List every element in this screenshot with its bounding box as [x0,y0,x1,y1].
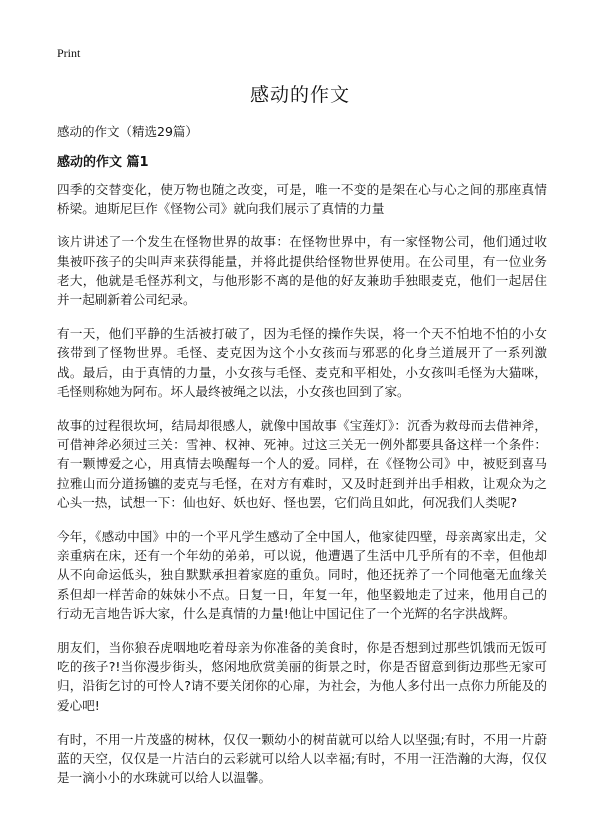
print-link[interactable]: Print [57,46,81,60]
paragraph: 今年，《感动中国》中的一个平凡学生感动了全中国人，他家徒四壁，母亲离家出走，父亲重病在床，还有一个年幼的弟弟，可以说，他遭遇了生活中几乎所有的不幸，但他却从不向命运低头，独自默默承担着家庭的重负。同时，他还抚养了一个同他毫无血缘关系但却一样苦命的妹妹小不点。日复一日，年复一年，他坚毅地走了过来，他用自己的行动无言地告诉大家，什么是真情的力量!他让中国记住了一个光辉的名字洪战辉。 [57,529,547,621]
paragraph: 朋友们，当你狼吞虎咽地吃着母亲为你准备的美食时，你是否想到过那些饥饿而无饭可吃的孩子?!当你漫步街头，悠闲地欣赏美丽的街景之时，你是否留意到街边那些无家可归，沿街乞讨的可怜人?请不要关闭你的心扉，为社会，为他人多付出一点你力所能及的爱心吧! [57,640,547,713]
paragraph: 该片讲述了一个发生在怪物世界的故事：在怪物世界中，有一家怪物公司，他们通过收集被吓孩子的尖叫声来获得能量，并将此提供给怪物世界使用。在公司里，有一位业务老大，他就是毛怪苏利文，与他形影不离的是他的好友兼助手独眼麦克，他们一起居住并一起刷新着公司纪录。 [57,234,547,308]
document-subtitle: 感动的作文（精选29篇） [57,124,198,139]
paragraph: 故事的过程很坎坷，结局却很感人，就像中国故事《宝莲灯》：沉香为救母而去借神斧，可借神斧必须过三关：雪神、权神、死神。过这三关无一例外都要具备这样一个条件：有一颗博爱之心，用真情去唤醒每一个人的爱。同样，在《怪物公司》中，被贬到喜马拉雅山而分道扬镳的麦克与毛怪，在对方有难时，又及时赶到并出手相救，让观众为之心头一热，试想一下：仙也好、妖也好、怪也罢，它们尚且如此，何况我们人类呢? [57,418,547,510]
paragraph: 四季的交替变化，使万物也随之改变，可是，唯一不变的是架在心与心之间的那座真情桥梁。迪斯尼巨作《怪物公司》就向我们展示了真情的力量 [57,182,547,217]
paragraph: 有时，不用一片茂盛的树林，仅仅一颗幼小的树苗就可以给人以坚强;有时，不用一片蔚蓝的天空，仅仅是一片洁白的云彩就可以给人以幸福;有时，不用一汪浩瀚的大海，仅仅是一滴小小的水珠就可以给人以温馨。 [57,731,547,786]
section-heading: 感动的作文 篇1 [57,155,149,170]
paragraph: 有一天，他们平静的生活被打破了，因为毛怪的操作失误，将一个天不怕地不怕的小女孩带到了怪物世界。毛怪、麦克因为这个小女孩而与邪恶的化身兰道展开了一系列激战。最后，由于真情的力量，小女孩与毛怪、麦克和平相处，小女孩叫毛怪为大猫咪，毛怪则称她为阿布。坏人最终被绳之以法，小女孩也回到了家。 [57,326,547,399]
page-title: 感动的作文 [249,84,350,106]
essay-body [57,180,547,802]
